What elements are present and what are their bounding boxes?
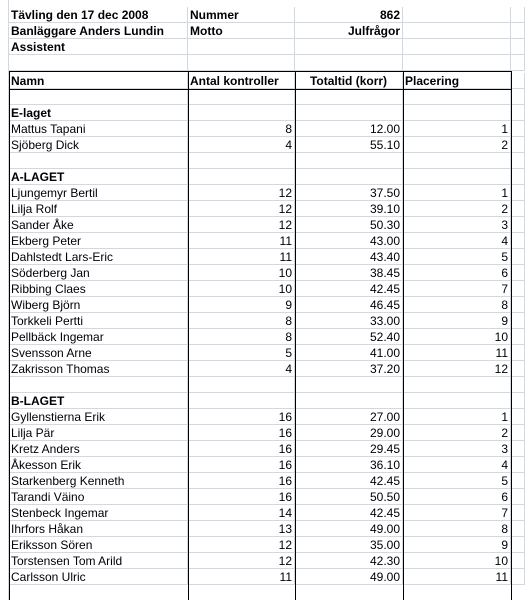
controls-count-cell[interactable]: 14 (188, 505, 295, 521)
empty-cell[interactable] (511, 457, 525, 473)
table-row (0, 537, 525, 553)
table-row (0, 409, 525, 425)
empty-cell[interactable] (511, 249, 525, 265)
empty-cell[interactable] (511, 425, 525, 441)
empty-cell[interactable] (511, 39, 525, 55)
empty-cell[interactable] (295, 105, 403, 121)
total-time-cell[interactable]: 42.45 (295, 473, 403, 489)
column-header-total-time[interactable]: Totaltid (korr) (295, 73, 403, 89)
empty-cell[interactable] (511, 569, 525, 585)
controls-count-cell[interactable]: 12 (188, 553, 295, 569)
table-row (0, 313, 525, 329)
controls-count-cell[interactable]: 12 (188, 537, 295, 553)
table-row (0, 569, 525, 585)
empty-cell[interactable] (511, 55, 525, 71)
empty-cell[interactable] (403, 39, 511, 55)
total-time-cell[interactable]: 49.00 (295, 569, 403, 585)
total-time-cell[interactable]: 27.00 (295, 409, 403, 425)
table-row (0, 345, 525, 361)
total-time-cell[interactable]: 43.00 (295, 233, 403, 249)
empty-cell[interactable] (403, 393, 511, 409)
empty-cell[interactable] (295, 377, 403, 393)
placing-cell[interactable]: 2 (403, 425, 511, 441)
controls-count-cell[interactable]: 10 (188, 281, 295, 297)
empty-cell[interactable] (403, 153, 511, 169)
empty-cell[interactable] (188, 55, 295, 71)
team-name-cell[interactable]: B-LAGET (9, 393, 188, 409)
participant-name-cell[interactable]: Zakrisson Thomas (9, 361, 188, 377)
blank-row (0, 89, 525, 105)
empty-cell[interactable] (511, 89, 525, 105)
column-header-name[interactable]: Namn (9, 73, 188, 89)
table-row (0, 121, 525, 137)
total-time-cell[interactable]: 50.50 (295, 489, 403, 505)
placing-cell[interactable]: 5 (403, 473, 511, 489)
empty-cell[interactable] (511, 521, 525, 537)
empty-cell[interactable] (403, 377, 511, 393)
empty-cell[interactable] (403, 105, 511, 121)
empty-cell[interactable] (511, 137, 525, 153)
number-value-cell[interactable]: 862 (295, 7, 403, 23)
controls-count-cell[interactable]: 16 (188, 473, 295, 489)
empty-cell[interactable] (9, 153, 188, 169)
empty-cell[interactable] (188, 153, 295, 169)
table-row (0, 553, 525, 569)
empty-cell[interactable] (511, 265, 525, 281)
participant-name-cell[interactable]: Ekberg Peter (9, 233, 188, 249)
placing-cell[interactable]: 6 (403, 265, 511, 281)
placing-cell[interactable]: 1 (403, 185, 511, 201)
placing-cell[interactable]: 9 (403, 313, 511, 329)
total-time-cell[interactable]: 52.40 (295, 329, 403, 345)
controls-count-cell[interactable]: 16 (188, 441, 295, 457)
assistant-cell[interactable]: Assistent (9, 39, 188, 55)
controls-count-cell[interactable]: 16 (188, 409, 295, 425)
controls-count-cell[interactable]: 4 (188, 361, 295, 377)
empty-cell[interactable] (511, 73, 525, 89)
empty-cell[interactable] (511, 537, 525, 553)
empty-cell[interactable] (9, 89, 188, 105)
total-time-cell[interactable]: 41.00 (295, 345, 403, 361)
empty-cell[interactable] (511, 169, 525, 185)
participant-name-cell[interactable]: Carlsson Ulric (9, 569, 188, 585)
total-time-cell[interactable]: 29.00 (295, 425, 403, 441)
spacer-row (0, 55, 525, 71)
participant-name-cell[interactable]: Lilja Rolf (9, 201, 188, 217)
placing-cell[interactable]: 8 (403, 297, 511, 313)
participant-name-cell[interactable]: Kretz Anders (9, 441, 188, 457)
participant-name-cell[interactable]: Ljungemyr Bertil (9, 185, 188, 201)
empty-cell[interactable] (295, 169, 403, 185)
total-time-cell[interactable]: 43.40 (295, 249, 403, 265)
placing-cell[interactable]: 7 (403, 505, 511, 521)
motto-label-cell[interactable]: Motto (188, 23, 295, 39)
total-time-cell[interactable]: 50.30 (295, 217, 403, 233)
placing-cell[interactable]: 3 (403, 217, 511, 233)
table-row (0, 489, 525, 505)
placing-cell[interactable]: 7 (403, 281, 511, 297)
placing-cell[interactable]: 2 (403, 201, 511, 217)
empty-cell[interactable] (188, 393, 295, 409)
placing-cell[interactable]: 4 (403, 233, 511, 249)
team-heading-row (0, 169, 525, 185)
empty-cell[interactable] (511, 297, 525, 313)
total-time-cell[interactable]: 46.45 (295, 297, 403, 313)
team-name-cell[interactable]: A-LAGET (9, 169, 188, 185)
header-row-1 (0, 7, 525, 23)
participant-name-cell[interactable]: Sander Åke (9, 217, 188, 233)
empty-cell[interactable] (511, 201, 525, 217)
empty-cell[interactable] (188, 169, 295, 185)
empty-cell[interactable] (511, 473, 525, 489)
placing-cell[interactable]: 8 (403, 521, 511, 537)
empty-cell[interactable] (511, 121, 525, 137)
column-header-controls[interactable]: Antal kontroller (188, 73, 295, 89)
controls-count-cell[interactable]: 16 (188, 457, 295, 473)
total-time-cell[interactable]: 37.20 (295, 361, 403, 377)
participant-name-cell[interactable]: Lilja Pär (9, 425, 188, 441)
placing-cell[interactable]: 10 (403, 329, 511, 345)
controls-count-cell[interactable]: 5 (188, 345, 295, 361)
total-time-cell[interactable]: 33.00 (295, 313, 403, 329)
total-time-cell[interactable]: 42.45 (295, 505, 403, 521)
empty-cell[interactable] (188, 105, 295, 121)
placing-cell[interactable]: 1 (403, 409, 511, 425)
participant-name-cell[interactable]: Åkesson Erik (9, 457, 188, 473)
total-time-cell[interactable]: 39.10 (295, 201, 403, 217)
team-heading-row (0, 393, 525, 409)
column-header-row (0, 73, 525, 89)
controls-count-cell[interactable]: 16 (188, 489, 295, 505)
placing-cell[interactable]: 6 (403, 489, 511, 505)
empty-cell[interactable] (511, 489, 525, 505)
placing-cell[interactable]: 4 (403, 457, 511, 473)
controls-count-cell[interactable]: 10 (188, 265, 295, 281)
controls-count-cell[interactable]: 16 (188, 425, 295, 441)
empty-cell[interactable] (511, 377, 525, 393)
empty-cell[interactable] (511, 281, 525, 297)
total-time-cell[interactable]: 42.30 (295, 553, 403, 569)
participant-name-cell[interactable]: Dahlstedt Lars-Eric (9, 249, 188, 265)
empty-cell[interactable] (403, 169, 511, 185)
empty-cell[interactable] (511, 185, 525, 201)
controls-count-cell[interactable]: 9 (188, 297, 295, 313)
empty-cell[interactable] (295, 55, 403, 71)
course-setter-cell[interactable]: Banläggare Anders Lundin (9, 23, 188, 39)
empty-cell[interactable] (511, 313, 525, 329)
header-row-2 (0, 23, 525, 39)
empty-cell[interactable] (511, 217, 525, 233)
participant-name-cell[interactable]: Svensson Arne (9, 345, 188, 361)
total-time-cell[interactable]: 55.10 (295, 137, 403, 153)
controls-count-cell[interactable]: 12 (188, 201, 295, 217)
empty-cell[interactable] (511, 361, 525, 377)
empty-cell[interactable] (511, 393, 525, 409)
controls-count-cell[interactable]: 4 (188, 137, 295, 153)
motto-value-cell[interactable]: Julfrågor (295, 23, 403, 39)
empty-cell[interactable] (511, 105, 525, 121)
participant-name-cell[interactable]: Pellbäck Ingemar (9, 329, 188, 345)
table-row (0, 281, 525, 297)
empty-cell[interactable] (403, 89, 511, 105)
table-row (0, 249, 525, 265)
empty-cell[interactable] (511, 345, 525, 361)
placing-cell[interactable]: 11 (403, 569, 511, 585)
empty-cell[interactable] (295, 153, 403, 169)
placing-cell[interactable]: 12 (403, 361, 511, 377)
empty-cell[interactable] (511, 505, 525, 521)
controls-count-cell[interactable]: 11 (188, 569, 295, 585)
controls-count-cell[interactable]: 13 (188, 521, 295, 537)
empty-cell[interactable] (295, 393, 403, 409)
total-time-cell[interactable]: 35.00 (295, 537, 403, 553)
table-row (0, 361, 525, 377)
empty-cell[interactable] (511, 23, 525, 39)
table-row (0, 329, 525, 345)
placing-cell[interactable]: 9 (403, 537, 511, 553)
placing-cell[interactable]: 1 (403, 121, 511, 137)
column-header-placing[interactable]: Placering (403, 73, 511, 89)
table-row (0, 505, 525, 521)
controls-count-cell[interactable]: 8 (188, 313, 295, 329)
empty-cell[interactable] (9, 55, 188, 71)
controls-count-cell[interactable]: 8 (188, 329, 295, 345)
empty-cell[interactable] (403, 7, 511, 23)
empty-cell[interactable] (511, 553, 525, 569)
table-row (0, 473, 525, 489)
table-row (0, 201, 525, 217)
participant-name-cell[interactable]: Mattus Tapani (9, 121, 188, 137)
team-heading-row (0, 105, 525, 121)
participant-name-cell[interactable]: Ribbing Claes (9, 281, 188, 297)
empty-cell[interactable] (511, 409, 525, 425)
table-row (0, 185, 525, 201)
empty-cell[interactable] (403, 55, 511, 71)
participant-name-cell[interactable]: Ihrfors Håkan (9, 521, 188, 537)
participant-name-cell[interactable]: Söderberg Jan (9, 265, 188, 281)
placing-cell[interactable]: 5 (403, 249, 511, 265)
empty-cell[interactable] (188, 89, 295, 105)
empty-cell[interactable] (511, 7, 525, 23)
blank-row (0, 153, 525, 169)
total-time-cell[interactable]: 12.00 (295, 121, 403, 137)
number-label-cell[interactable]: Nummer (188, 7, 295, 23)
empty-cell[interactable] (9, 377, 188, 393)
participant-name-cell[interactable]: Torkkeli Pertti (9, 313, 188, 329)
controls-count-cell[interactable]: 11 (188, 249, 295, 265)
participant-name-cell[interactable]: Torstensen Tom Arild (9, 553, 188, 569)
header-row-3 (0, 39, 525, 55)
controls-count-cell[interactable]: 12 (188, 217, 295, 233)
placing-cell[interactable]: 10 (403, 553, 511, 569)
empty-cell[interactable] (188, 377, 295, 393)
controls-count-cell[interactable]: 11 (188, 233, 295, 249)
participant-name-cell[interactable]: Wiberg Björn (9, 297, 188, 313)
placing-cell[interactable]: 3 (403, 441, 511, 457)
controls-count-cell[interactable]: 12 (188, 185, 295, 201)
empty-cell[interactable] (403, 23, 511, 39)
total-time-cell[interactable]: 38.45 (295, 265, 403, 281)
table-row (0, 297, 525, 313)
total-time-cell[interactable]: 49.00 (295, 521, 403, 537)
table-row (0, 265, 525, 281)
participant-name-cell[interactable]: Starkenberg Kenneth (9, 473, 188, 489)
table-row (0, 457, 525, 473)
participant-name-cell[interactable]: Tarandi Väino (9, 489, 188, 505)
table-row (0, 521, 525, 537)
empty-cell[interactable] (511, 233, 525, 249)
empty-cell[interactable] (511, 153, 525, 169)
table-row (0, 425, 525, 441)
blank-row (0, 377, 525, 393)
participant-name-cell[interactable]: Sjöberg Dick (9, 137, 188, 153)
placing-cell[interactable]: 2 (403, 137, 511, 153)
empty-cell[interactable] (188, 39, 295, 55)
table-row (0, 137, 525, 153)
total-time-cell[interactable]: 42.45 (295, 281, 403, 297)
competition-date-cell[interactable]: Tävling den 17 dec 2008 (9, 7, 188, 23)
participant-name-cell[interactable]: Stenbeck Ingemar (9, 505, 188, 521)
participant-name-cell[interactable]: Eriksson Sören (9, 537, 188, 553)
placing-cell[interactable]: 11 (403, 345, 511, 361)
team-name-cell[interactable]: E-laget (9, 105, 188, 121)
total-time-cell[interactable]: 36.10 (295, 457, 403, 473)
empty-cell[interactable] (295, 39, 403, 55)
controls-count-cell[interactable]: 8 (188, 121, 295, 137)
total-time-cell[interactable]: 29.45 (295, 441, 403, 457)
table-row (0, 233, 525, 249)
table-row (0, 217, 525, 233)
empty-cell[interactable] (511, 329, 525, 345)
empty-cell[interactable] (511, 441, 525, 457)
participant-name-cell[interactable]: Gyllenstierna Erik (9, 409, 188, 425)
total-time-cell[interactable]: 37.50 (295, 185, 403, 201)
empty-cell[interactable] (295, 89, 403, 105)
table-row (0, 441, 525, 457)
